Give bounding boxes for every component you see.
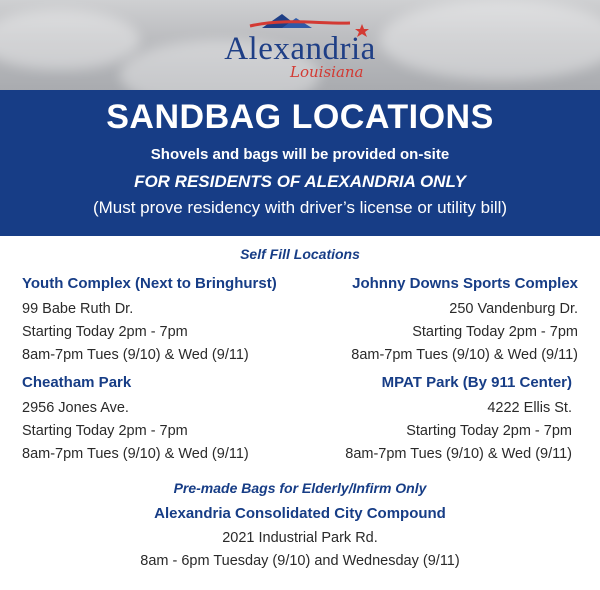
supplies-note: Shovels and bags will be provided on-site: [150, 146, 450, 163]
location-hours-week: 8am-7pm Tues (9/10) & Wed (9/11): [345, 446, 572, 462]
header-image: [0, 0, 600, 90]
location-hours-week: 8am-7pm Tues (9/10) & Wed (9/11): [22, 446, 249, 462]
location-hours-today: Starting Today 2pm - 7pm: [412, 324, 578, 340]
location-name: MPAT Park (By 911 Center): [381, 374, 572, 391]
premade-heading: Pre-made Bags for Elderly/Infirm Only: [173, 480, 427, 496]
proof-note: (Must prove residency with driver’s license or utility bill): [92, 198, 508, 217]
page-title: SANDBAG LOCATIONS: [106, 98, 494, 136]
logo-wordmark: Alexandria: [224, 31, 376, 67]
location-hours-today: Starting Today 2pm - 7pm: [22, 324, 188, 340]
location-address: 99 Babe Ruth Dr.: [22, 301, 134, 317]
location-name: Johnny Downs Sports Complex: [352, 275, 578, 292]
location-hours-week: 8am-7pm Tues (9/10) & Wed (9/11): [22, 347, 249, 363]
city-logo: [0, 6, 600, 86]
location-hours-today: Starting Today 2pm - 7pm: [22, 423, 188, 439]
compound-name: Alexandria Consolidated City Compound: [154, 505, 446, 522]
location-name: Cheatham Park: [22, 374, 132, 391]
location-hours-today: Starting Today 2pm - 7pm: [406, 423, 572, 439]
location-hours-week: 8am-7pm Tues (9/10) & Wed (9/11): [351, 347, 578, 363]
location-address: 250 Vandenburg Dr.: [449, 301, 578, 317]
compound-hours: 8am - 6pm Tuesday (9/10) and Wednesday (9/11): [140, 553, 460, 569]
location-name: Youth Complex (Next to Bringhurst): [22, 275, 277, 292]
logo-state: Louisiana: [290, 63, 364, 81]
compound-address: 2021 Industrial Park Rd.: [222, 530, 378, 546]
title-banner: [0, 90, 600, 236]
location-address: 2956 Jones Ave.: [22, 400, 129, 416]
residents-notice: FOR RESIDENTS OF ALEXANDRIA ONLY: [134, 172, 466, 191]
location-address: 4222 Ellis St.: [487, 400, 572, 416]
self-fill-heading: Self Fill Locations: [240, 246, 360, 262]
